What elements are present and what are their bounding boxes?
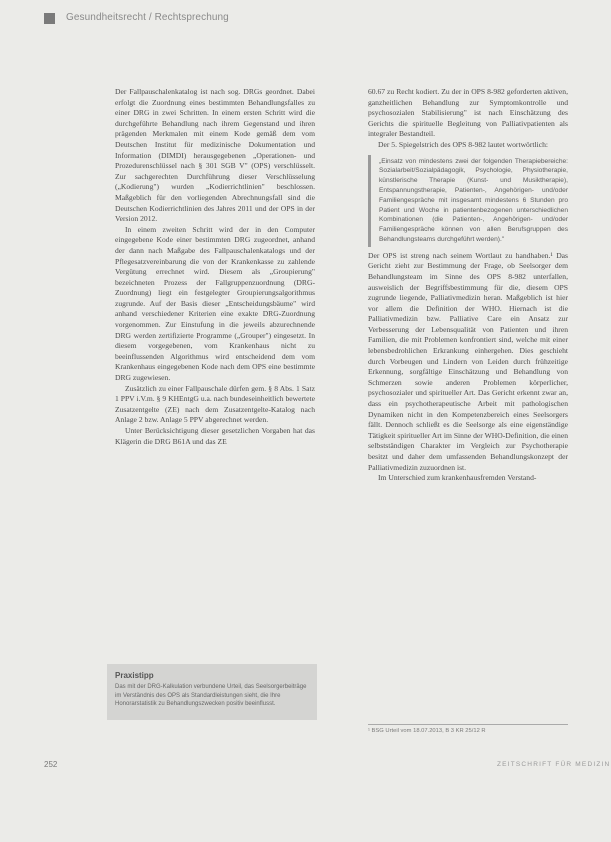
left-column: [115, 87, 315, 447]
paragraph: In einem zweiten Schritt wird der in den Computer eingegebene Kode einer bestimmten DRG zugeordnet, anhand der dann nach Maßgabe des Fallpauschalenkatalogs und der Pflegesatzvereinbarung die von der Krankenkasse zu zahlende Vergütung errechnet wird. Diesem als „Groupierung" bezeichneten Prozess der Fallgruppenzuordnung (DRG-Zuordnung) liegt ein festgelegter Groupierungsalgorithmus zugrunde. Auf der Basis dieser „Entscheidungsbäume" wird anhand verschiedener Kriterien eine exakte DRG-Zuordnung vorgenommen. Zur Einstufung in die jeweils abzurechnende DRG werden zertifizierte Programme („Grouper") eingesetzt. In diesem vorgegebenen, vom Krankenhaus nicht zu beeinflussenden Algorithmus wird entscheidend dem vom Krankenhaus eingegebenen Kode nach dem OPS eine bestimmte DRG zugewiesen.: [115, 224, 315, 383]
footnote: ¹ BSG Urteil vom 18.07.2013, B 3 KR 25/12 R: [368, 724, 568, 734]
paragraph: Der 5. Spiegelstrich des OPS 8-982 lautet wortwörtlich:: [378, 139, 548, 149]
footer-logo: ZEITSCHRIFT FÜR MEDIZIN: [497, 761, 611, 768]
section-title: Gesundheitsrecht / Rechtsprechung: [66, 12, 229, 23]
paragraph: Der Fallpauschalenkatalog ist nach sog. DRGs geordnet. Dabei erfolgt die Zuordnung eines bestimmten Behandlungsfalles zu einer DRG in zwei Schritten. In einem ersten Schritt wird die durchgeführte Behandlung nach ihrem Gegenstand und ihren prägenden Merkmalen mit einem Kode gemäß dem vom Deutschen Institut für medizinische Dokumentation und Information (DIMDI) herausgegebenen „Operationen- und Prozedurenschlüssel nach § 301 SGB V" (OPS) verschlüsselt. Zur sachgerechten Durchführung dieser Verschlüsselung („Kodierung") wurden „Kodierrichtlinien" beschlossen. Maßgeblich für den vorliegenden Abrechnungsfall sind die Deutschen Kodierrichtlinien des Jahres 2011 und der OPS in der Version 2012.: [115, 87, 315, 224]
praxistipp-box: [107, 664, 317, 720]
paragraph: Der OPS ist streng nach seinem Wortlaut zu handhaben.¹ Das Gericht zieht zur Bestimmung der Frage, ob Seelsorger dem Behandlungsteam im Sinne des OPS 8-982 unterfallen, ausweislich der Begriffsbestimmung für die, diesem OPS zugrunde liegende, Palliativmedizin heran. Maßgeblich ist hier vor allem die Definition der WHO. Hiernach ist die Palliativmedizin bzw. Palliative Care ein Ansatz zur Verbesserung der Lebensqualität von Patienten und ihren Familien, die mit Problemen konfrontiert sind, welche mit einer lebensbedrohlichen Erkrankung einhergehen. Dies geschieht durch Vorbeugen und Lindern von Leiden durch frühzeitige Erkennung, sorgfältige Einschätzung und Behandlung von Schmerzen sowie anderen Problemen körperlicher, psychosozialer und spiritueller Art. Das Gericht erkennt zwar an, dass ein psychotherapeutische Arbeit mit pathologischen Dynamiken nicht in den Kompetenzbereich eines Seelsorgers fällt. Dennoch schließt es die Seelsorge als eine eigenständige Tätigkeit spiritueller Art im Sinne der WHO-Definition, die einen selbstständigen Charakter im Vergleich zur Psychotherapie besitzt und daher dem umfassenden Behandlungskonzept der Palliativmedizin zuzuordnen ist.: [368, 250, 568, 472]
paragraph: Unter Berücksichtigung dieser gesetzlichen Vorgaben hat das Klägerin die DRG B61A und das ZE: [115, 426, 315, 446]
paragraph: Zusätzlich zu einer Fallpauschale dürfen gem. § 8 Abs. 1 Satz 1 PPV i.V.m. § 9 KHEntgG u.a. nach bundeseinheitlich bewertete Zusatzentgelte (ZE) nach dem Zusatzentgelte-Katalog nach Anlage 2 bzw. Anlage 5 PPV abgerechnet werden.: [115, 383, 315, 425]
block-quote: „Einsatz von mindestens zwei der folgenden Therapiebereiche: Sozialarbeit/Sozialpädagogik, Psychologie, Physiotherapie, künstlerische Therapie (Kunst- und Musiktherapie), Entspannungstherapie, Patienten-, Angehörigen- und/oder Familiengespräche mit insgesamt mindestens 6 Stunden pro Patient und Woche in patientenbezogenen unterschiedlichen Kombinationen (die Patienten-, Angehörigen- und/oder Familiengespräche können von allen Berufsgruppen des Behandlungsteams durchgeführt werden).": [368, 155, 568, 247]
praxistipp-body: Das mit der DRG-Kalkulation verbundene Urteil, das Seelsorgerbeiträge im Verständnis des OPS als Standardleistungen sieht, die Ihre Honorarstatistik zu Behandlungszwecken positiv beeinflusst.: [115, 684, 307, 708]
page-number: 252: [44, 760, 58, 769]
section-marker: [44, 13, 55, 24]
praxistipp-title: Praxistipp: [115, 671, 154, 680]
paragraph: 60.67 zu Recht kodiert. Zu der in OPS 8-982 geforderten aktiven, ganzheitlichen Behandlung zur Symptomkontrolle und psychosozialen Stabilisierung" ist nach Einschätzung des Gerichts die spirituelle Begleitung von Palliativpatienten als integraler Bestandteil.: [368, 87, 568, 139]
paragraph: Im Unterschied zum krankenhausfremden Verstand-: [378, 473, 537, 483]
right-column: [368, 87, 568, 484]
